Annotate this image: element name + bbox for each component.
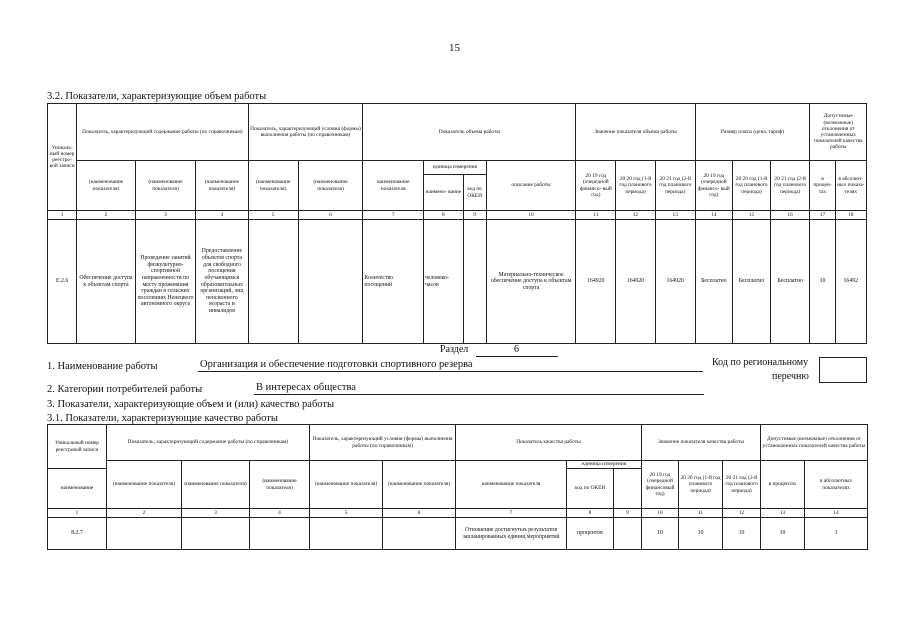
fee-2019: Бесплатно bbox=[695, 220, 733, 344]
indicator-name-header: (наименование показателя) bbox=[196, 161, 248, 211]
content-indicator-header: Показатель, характеризующий содержание работы (по справочникам) bbox=[77, 104, 248, 161]
column-number: 2 bbox=[77, 211, 135, 220]
year-2019-header: 20 19 год (очередной финансо- вый год) bbox=[576, 161, 616, 211]
column-number: 6 bbox=[383, 509, 456, 518]
content-value-1 bbox=[107, 518, 182, 550]
work-name-underline bbox=[198, 371, 703, 372]
indicator-name-header: (наименование показателя) bbox=[298, 161, 363, 211]
column-number: 17 bbox=[810, 211, 835, 220]
condition-value-1 bbox=[310, 518, 383, 550]
deviation-percent-header: в процен- тах bbox=[810, 161, 835, 211]
page-number: 15 bbox=[449, 42, 460, 54]
column-number: 10 bbox=[486, 211, 576, 220]
regional-code-label-2: перечню bbox=[772, 371, 809, 382]
indicator-name-header: (наименование показателя) bbox=[310, 461, 383, 509]
work-description-header: описание работы bbox=[486, 161, 576, 211]
unique-number-header: Уникальный номер реестровой записи bbox=[48, 425, 107, 469]
registry-id: Е.2.6 bbox=[48, 220, 77, 344]
column-number: 14 bbox=[695, 211, 733, 220]
unit-name: человеко- часов bbox=[423, 220, 463, 344]
column-number: 13 bbox=[761, 509, 805, 518]
content-value-3 bbox=[250, 518, 310, 550]
value-2020: 10 bbox=[679, 518, 723, 550]
work-name-value: Организация и обеспечение подготовки спортивного резерва bbox=[200, 359, 473, 370]
table-row bbox=[48, 518, 868, 550]
year-2019-header: 20 19 год (очередной финансовый год) bbox=[642, 461, 679, 509]
unit-header: единица измерения bbox=[423, 161, 486, 175]
column-number: 3 bbox=[135, 211, 196, 220]
column-number: 12 bbox=[723, 509, 761, 518]
volume-indicator-name-header: наименование показателя bbox=[363, 161, 424, 211]
indicator-name-header: (наименование показателя) bbox=[250, 461, 310, 509]
year-2021-header: 20 21 год (2-й год планового периода) bbox=[655, 161, 695, 211]
work-name-label: 1. Наименование работы bbox=[47, 361, 158, 372]
deviation-percent-header: в процентах bbox=[761, 461, 805, 509]
fee-2020: Бесплатно bbox=[733, 220, 771, 344]
column-number: 7 bbox=[456, 509, 567, 518]
content-value-2: Проведение занятий физкультурно- спортивной направленности по месту проживания граждан в сельских поселениях Ненецкого автономного округа bbox=[135, 220, 196, 344]
condition-value-2 bbox=[298, 220, 363, 344]
column-number: 6 bbox=[298, 211, 363, 220]
quality-indicator-name: Отношение достигнутых результатов запланированных единиц мероприятий bbox=[456, 518, 567, 550]
deviation-absolute: 1 bbox=[805, 518, 868, 550]
unique-number-header: Уникаль- ный номер реестро- вой записи bbox=[48, 104, 77, 211]
condition-value-2 bbox=[383, 518, 456, 550]
column-number: 16 bbox=[770, 211, 810, 220]
quality-table bbox=[47, 424, 868, 550]
column-number: 10 bbox=[642, 509, 679, 518]
column-number: 7 bbox=[363, 211, 424, 220]
section-3-1-title: 3.1. Показатели, характеризующие качество работы bbox=[47, 413, 278, 424]
value-2019: 164920 bbox=[576, 220, 616, 344]
column-number: 2 bbox=[107, 509, 182, 518]
value-2021: 10 bbox=[723, 518, 761, 550]
column-number: 8 bbox=[423, 211, 463, 220]
work-description: Материально-техническое обеспечение доступа к объектам спорта bbox=[486, 220, 576, 344]
volume-value-header: Значение показателя объема работы bbox=[576, 104, 695, 161]
table-row bbox=[48, 220, 867, 344]
volume-indicator-name: Количество посещений bbox=[363, 220, 424, 344]
regional-code-box bbox=[819, 357, 867, 383]
consumers-underline bbox=[254, 394, 704, 395]
column-number: 9 bbox=[614, 509, 642, 518]
conditions-indicator-header: Показатель, характеризующий условия (формы) выполнения работы (по справочникам) bbox=[248, 104, 363, 161]
column-number: 8 bbox=[567, 509, 614, 518]
column-number: 13 bbox=[655, 211, 695, 220]
content-value-1: Обеспечение доступа к объектам спорта bbox=[77, 220, 135, 344]
deviation-absolute: 16492 bbox=[835, 220, 866, 344]
column-number: 15 bbox=[733, 211, 771, 220]
column-number: 11 bbox=[576, 211, 616, 220]
indicator-name-header: (наименование показателя) bbox=[135, 161, 196, 211]
column-number: 18 bbox=[835, 211, 866, 220]
section-3-2-title: 3.2. Показатели, характеризующие объем работы bbox=[47, 91, 267, 102]
column-number: 4 bbox=[250, 509, 310, 518]
column-number: 5 bbox=[310, 509, 383, 518]
registry-id: 8.2.7 bbox=[48, 518, 107, 550]
okei-code bbox=[614, 518, 642, 550]
year-2020-header: 20 20 год (1-й год планового периода) bbox=[616, 161, 656, 211]
consumers-label: 2. Категории потребителей работы bbox=[47, 384, 203, 395]
conditions-indicator-header: Показатель, характеризующий условия (формы) выполнения работы (по справочникам) bbox=[310, 425, 456, 461]
column-number: 1 bbox=[48, 509, 107, 518]
content-value-3: Предоставление объектов спорта для свободного посещения обучающимся образовательных организаций, лиц пенсионного возраста и инвалидов bbox=[196, 220, 248, 344]
unit-header: единица измерения bbox=[567, 461, 642, 469]
unit-name-header: наименование bbox=[48, 469, 107, 509]
indicator-name-header: (наименование показателя) bbox=[182, 461, 250, 509]
unit-name-header: наимено- вание bbox=[423, 175, 463, 211]
indicator-name-header: (наименование показателя) bbox=[383, 461, 456, 509]
column-number-row bbox=[48, 509, 868, 518]
okei-code bbox=[463, 220, 486, 344]
section-label: Раздел bbox=[440, 344, 469, 355]
deviation-percent: 10 bbox=[810, 220, 835, 344]
quality-indicator-name-header: наименование показателя bbox=[456, 461, 567, 509]
indicator-name-header: (наименование показателя) bbox=[77, 161, 135, 211]
column-number: 5 bbox=[248, 211, 298, 220]
column-number: 11 bbox=[679, 509, 723, 518]
fee-2019-header: 20 19 год (очередной финансо- вый год) bbox=[695, 161, 733, 211]
deviation-percent: 10 bbox=[761, 518, 805, 550]
consumers-value: В интересах общества bbox=[256, 382, 356, 393]
deviation-absolute-header: в абсолютных показателях bbox=[805, 461, 868, 509]
content-indicator-header: Показатель, характеризующий содержание работы (по справочникам) bbox=[107, 425, 310, 461]
section-3-title: 3. Показатели, характеризующие объем и (или) качество работы bbox=[47, 399, 335, 410]
condition-value-1 bbox=[248, 220, 298, 344]
fee-2021: Бесплатно bbox=[770, 220, 810, 344]
year-2020-header: 20 20 год (1-й год планового периода) bbox=[679, 461, 723, 509]
quality-indicator-header: Показатель качества работы bbox=[456, 425, 642, 461]
deviation-absolute-header: в абсолют- ных показа- телях bbox=[835, 161, 866, 211]
value-2020: 164920 bbox=[616, 220, 656, 344]
column-number: 14 bbox=[805, 509, 868, 518]
fee-header: Размер платы (цена, тариф) bbox=[695, 104, 810, 161]
section-number-underline bbox=[476, 356, 558, 357]
fee-2020-header: 20 20 год (1-й год планового периода) bbox=[733, 161, 771, 211]
unit-name: процентов bbox=[567, 518, 614, 550]
section-number: 6 bbox=[514, 344, 519, 355]
deviation-header: Допустимые (возможные) отклонения от установленных показателей качества работы bbox=[810, 104, 867, 161]
value-2019: 10 bbox=[642, 518, 679, 550]
column-number: 12 bbox=[616, 211, 656, 220]
content-value-2 bbox=[182, 518, 250, 550]
column-number: 1 bbox=[48, 211, 77, 220]
deviation-header: Допустимые (возможные) отклонения от установленных показателей качества работы bbox=[761, 425, 868, 461]
fee-2021-header: 20 21 год (2-й год планового периода) bbox=[770, 161, 810, 211]
value-2021: 164920 bbox=[655, 220, 695, 344]
volume-indicator-header: Показатель объема работы bbox=[363, 104, 576, 161]
indicator-name-header: (наименование показателя) bbox=[248, 161, 298, 211]
column-number: 3 bbox=[182, 509, 250, 518]
regional-code-label-1: Код по региональному bbox=[712, 357, 809, 368]
column-number: 9 bbox=[463, 211, 486, 220]
okei-header: код по ОКЕИ bbox=[463, 175, 486, 211]
volume-table bbox=[47, 103, 867, 344]
column-number: 4 bbox=[196, 211, 248, 220]
column-number-row bbox=[48, 211, 867, 220]
quality-value-header: Значение показателя качества работы bbox=[642, 425, 761, 461]
indicator-name-header: (наименование показателя) bbox=[107, 461, 182, 509]
year-2021-header: 20 21 год (2-й год планового периода) bbox=[723, 461, 761, 509]
okei-header: код по ОКЕИ bbox=[567, 469, 614, 509]
